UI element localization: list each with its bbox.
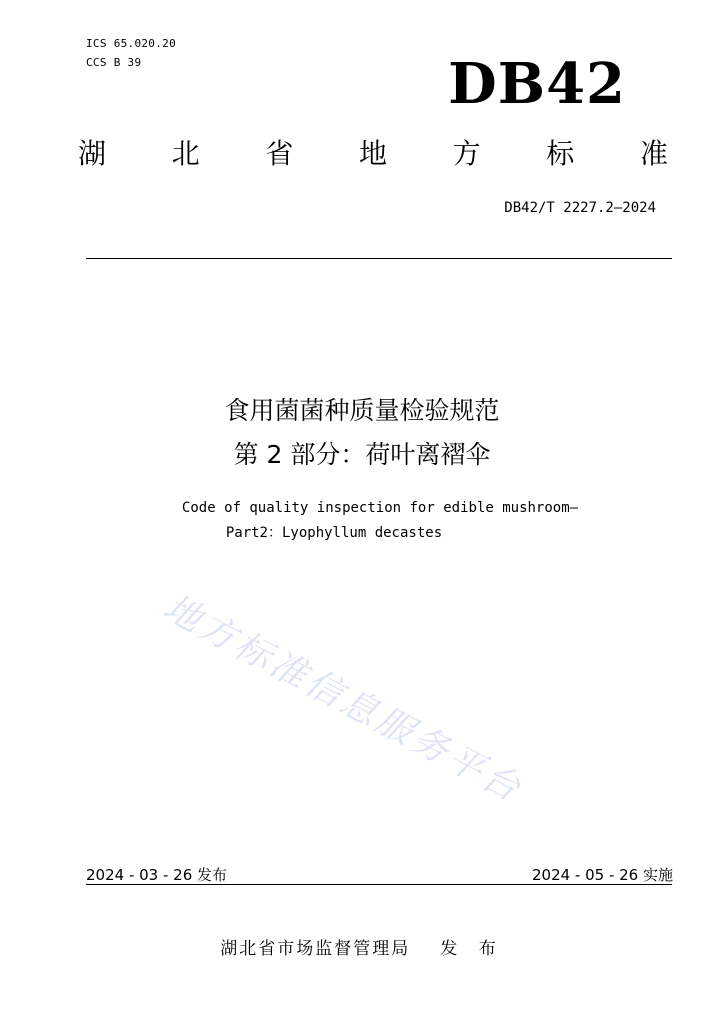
standard-type-char: 准 (639, 137, 668, 170)
standard-type-char: 方 (452, 137, 481, 170)
issue-date: 2024 - 03 - 26 发布 (86, 866, 228, 884)
english-title-line-2: Part2：Lyophyllum decastes (225, 525, 443, 541)
standard-type-char: 标 (546, 137, 575, 170)
standard-type-char: 北 (171, 137, 200, 170)
implementation-date: 2024 - 05 - 26 实施 (531, 866, 673, 884)
db-logo: DB42 (448, 51, 626, 117)
chinese-title-line-1: 食用菌菌种质量检验规范 (224, 396, 500, 425)
standard-type-char: 湖 (78, 137, 107, 170)
standard-type-char: 省 (265, 137, 294, 170)
standard-type-title (78, 137, 668, 170)
english-title-line-1: Code of quality inspection for edible mushroom— (181, 500, 579, 516)
issuer-line (0, 934, 724, 959)
chinese-title-line-2: 第 2 部分：荷叶离褶伞 (233, 440, 491, 469)
bottom-divider (86, 884, 672, 885)
ics-code: ICS 65.020.20 (86, 37, 176, 50)
publish-label: 发 布 (440, 939, 504, 959)
top-divider (86, 258, 672, 259)
issuer-name: 湖北省市场监督管理局 (220, 939, 411, 959)
ccs-code: CCS B 39 (86, 56, 142, 69)
standard-number: DB42/T 2227.2—2024 (504, 200, 656, 216)
standard-type-char: 地 (358, 137, 387, 170)
watermark: 地方标准信息服务平台 (156, 587, 530, 812)
